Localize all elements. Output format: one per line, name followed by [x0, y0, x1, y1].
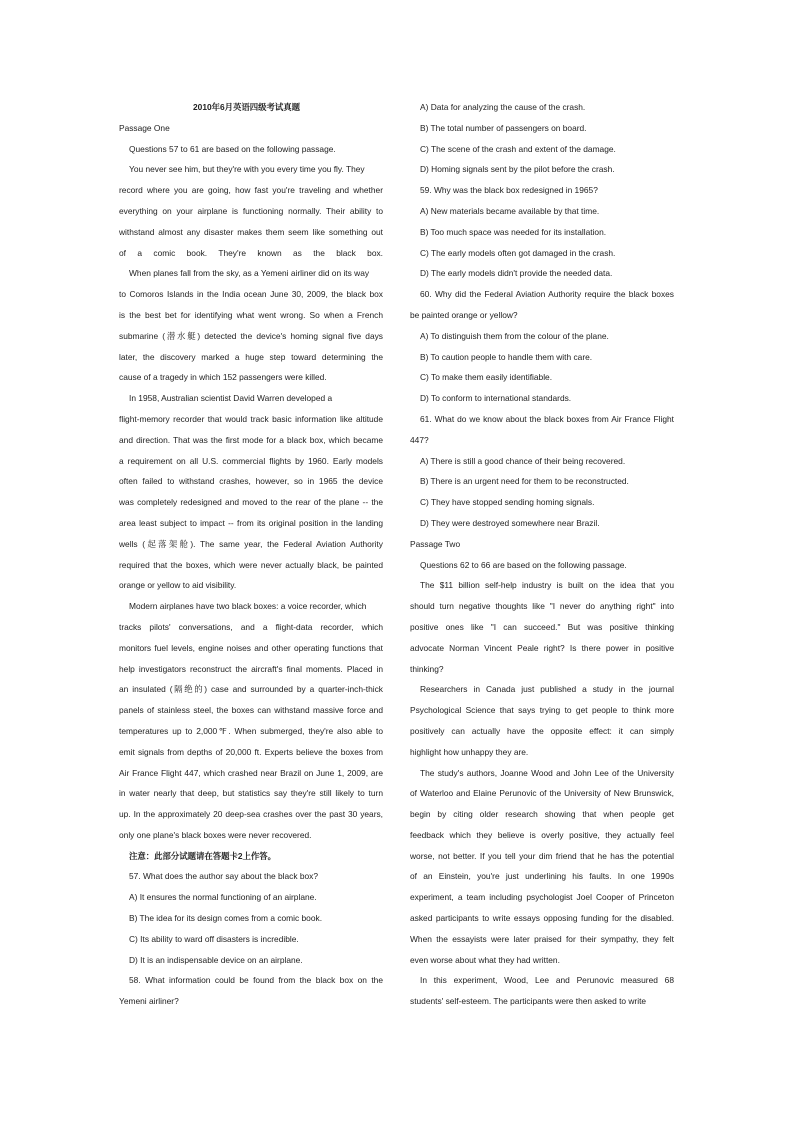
- left-text-line: You never see him, but they're with you every time you fly. They: [129, 164, 365, 175]
- left-text-line: submarine (潜水艇) detected the device's homing signal five days: [119, 330, 383, 341]
- right-text-line: 60. Why did the Federal Aviation Authority require the black boxes: [420, 289, 674, 300]
- left-text-line: Yemeni airliner?: [119, 996, 179, 1007]
- left-text-line: area least subject to impact -- from its original position in the landing: [119, 517, 383, 528]
- right-text-line: D) They were destroyed somewhere near Brazil.: [420, 517, 600, 528]
- right-text-line: Researchers in Canada just published a study in the journal: [420, 684, 674, 695]
- left-text-line: Modern airplanes have two black boxes: a voice recorder, which: [129, 601, 367, 612]
- right-text-line: Passage Two: [410, 538, 461, 549]
- left-text-line: help investigators reconstruct the aircraft's final moments. Placed in: [119, 663, 383, 674]
- right-text-line: be painted orange or yellow?: [410, 309, 518, 320]
- right-text-line: Psychological Science that says trying to get people to think more: [410, 705, 674, 716]
- left-text-line: B) The idea for its design comes from a comic book.: [129, 913, 323, 924]
- left-text-line: only one plane's black boxes were never recovered.: [119, 829, 312, 840]
- left-text-line: of a comic book. They're known as the black box.: [119, 247, 383, 258]
- right-text-line: thinking?: [410, 663, 444, 674]
- right-text-line: asked participants to write essays opposing funding for the disabled.: [410, 913, 674, 924]
- right-text-line: of Waterloo and Elaine Perunovic of the University of New Brunswick,: [410, 788, 674, 799]
- right-text-line: A) Data for analyzing the cause of the crash.: [420, 102, 586, 112]
- left-text-line: D) It is an indispensable device on an airplane.: [129, 954, 303, 965]
- left-text-line: is the best bet for identifying what went wrong. So when a French: [119, 309, 383, 320]
- right-text-line: even worse about what they had written.: [410, 954, 560, 965]
- left-text-line: was completely redesigned and moved to the rear of the plane -- the: [119, 497, 383, 508]
- right-text-line: 59. Why was the black box redesigned in 1965?: [420, 185, 598, 196]
- right-text-line: students' self-esteem. The participants were then asked to write: [410, 996, 647, 1007]
- left-text-line: a requirement on all U.S. commercial flights by 1960. Early models: [119, 455, 383, 466]
- left-text-line: cause of a tragedy in which 152 passengers were killed.: [119, 372, 327, 383]
- right-text-line: B) Too much space was needed for its installation.: [420, 226, 607, 237]
- right-text-line: In this experiment, Wood, Lee and Perunovic measured 68: [420, 975, 674, 986]
- left-text-line: 2010年6月英语四级考试真题: [193, 102, 301, 112]
- left-text-line: In 1958, Australian scientist David Warren developed a: [129, 393, 333, 404]
- left-text-line: in water nearly that deep, but statistics say they're still likely to turn: [119, 788, 383, 799]
- left-text-line: 57. What does the author say about the black box?: [129, 871, 319, 882]
- left-text-line: Questions 57 to 61 are based on the following passage.: [129, 143, 336, 154]
- left-text-line: everything on your airplane is functioning normally. Their ability to: [119, 205, 383, 216]
- left-text-line: When planes fall from the sky, as a Yemeni airliner did on its way: [129, 268, 370, 279]
- left-text-line: tracks pilots' conversations, and a flight-data recorder, which: [119, 621, 383, 632]
- left-text-line: Passage One: [119, 122, 170, 133]
- left-text-line: 注意：此部分试题请在答题卡2上作答。: [129, 850, 277, 861]
- left-text-line: to Comoros Islands in the India ocean June 30, 2009, the black box: [119, 289, 383, 300]
- right-text-line: positively can actually have the opposite effect: it can simply: [410, 725, 674, 736]
- left-text-line: monitors fuel levels, engine noises and other operating functions that: [119, 642, 383, 653]
- left-text-line: temperatures up to 2,000℉. When submerged, they're also able to: [119, 725, 383, 736]
- right-text-line: A) To distinguish them from the colour of the plane.: [420, 330, 609, 341]
- left-text-line: panels of stainless steel, the boxes can withstand massive force and: [119, 705, 383, 716]
- right-text-line: should turn negative thoughts like "I never do anything right" into: [410, 601, 674, 612]
- right-text-line: feedback which they believe is overly positive, they actually feel: [410, 829, 674, 840]
- right-text-line: positive ones like "I can succeed." But was positive thinking: [410, 621, 674, 632]
- left-text-line: later, the discovery marked a huge step toward determining the: [119, 351, 383, 362]
- right-text-line: 447?: [410, 434, 429, 445]
- left-text-line: orange or yellow to aid visibility.: [119, 580, 237, 591]
- right-text-line: B) To caution people to handle them with care.: [420, 351, 593, 362]
- right-text-line: experiment, a team including psychologist Joel Cooper of Princeton: [410, 892, 674, 903]
- left-text-line: up. In the approximately 20 deep-sea crashes over the past 30 years,: [119, 809, 383, 820]
- left-text-line: flight-memory recorder that would track basic information like altitude: [119, 413, 383, 424]
- right-text-line: The study's authors, Joanne Wood and John Lee of the University: [420, 767, 674, 778]
- left-text-line: C) Its ability to ward off disasters is incredible.: [129, 933, 299, 944]
- right-text-line: D) Homing signals sent by the pilot before the crash.: [420, 164, 615, 175]
- right-text-line: C) To make them easily identifiable.: [420, 372, 553, 383]
- right-text-line: highlight how unhappy they are.: [410, 746, 529, 757]
- right-text-line: B) The total number of passengers on board.: [420, 122, 587, 133]
- right-text-line: C) They have stopped sending homing signals.: [420, 497, 595, 508]
- right-text-line: 61. What do we know about the black boxes from Air France Flight: [420, 413, 674, 424]
- left-column: [119, 97, 383, 1012]
- right-text-line: D) The early models didn't provide the needed data.: [420, 268, 613, 279]
- left-text-line: and direction. That was the first mode for a black box, which became: [119, 434, 383, 445]
- right-text-line: B) There is an urgent need for them to be reconstructed.: [420, 476, 629, 487]
- right-text-line: begin by citing older research showing that when people get: [410, 809, 674, 820]
- left-text-line: wells (起落架舱). The same year, the Federal Aviation Authority: [119, 538, 383, 549]
- left-text-line: record where you are going, how fast you're traveling and whether: [119, 185, 383, 196]
- right-text-line: of an Einstein, you're just underlining his faults. In one 1990s: [410, 871, 674, 882]
- right-text-line: A) There is still a good chance of their being recovered.: [420, 455, 626, 466]
- right-text-line: C) The scene of the crash and extent of the damage.: [420, 143, 616, 154]
- right-text-line: The $11 billion self-help industry is built on the idea that you: [420, 580, 674, 591]
- right-text-line: C) The early models often got damaged in the crash.: [420, 247, 616, 258]
- left-text-line: Air France Flight 447, which crashed near Brazil on June 1, 2009, are: [119, 767, 383, 778]
- left-text-line: 58. What information could be found from the black box on the: [129, 975, 383, 986]
- right-column: [410, 97, 674, 1012]
- right-text-line: A) New materials became available by that time.: [420, 205, 600, 216]
- right-text-line: When the essayists were later praised for their sympathy, they felt: [410, 933, 674, 944]
- left-text-line: often failed to withstand crashes, however, so in 1965 the device: [119, 476, 383, 487]
- left-text-line: emit signals from depths of 20,000 ft. Experts believe the boxes from: [119, 746, 383, 757]
- right-text-line: worse, not better. If you tell your dim friend that he has the potential: [410, 850, 674, 861]
- left-text-line: an insulated (隔绝的) case and surrounded by a quarter-inch-thick: [119, 684, 383, 695]
- left-text-line: required that the boxes, which were never actually black, be painted: [119, 559, 383, 570]
- left-text-line: withstand almost any disaster makes them seem like something out: [119, 226, 383, 237]
- left-text-line: A) It ensures the normal functioning of an airplane.: [129, 892, 317, 903]
- right-text-line: D) To conform to international standards.: [420, 393, 572, 404]
- right-text-line: advocate Norman Vincent Peale right? Is there power in positive: [410, 642, 674, 653]
- right-text-line: Questions 62 to 66 are based on the following passage.: [420, 559, 627, 570]
